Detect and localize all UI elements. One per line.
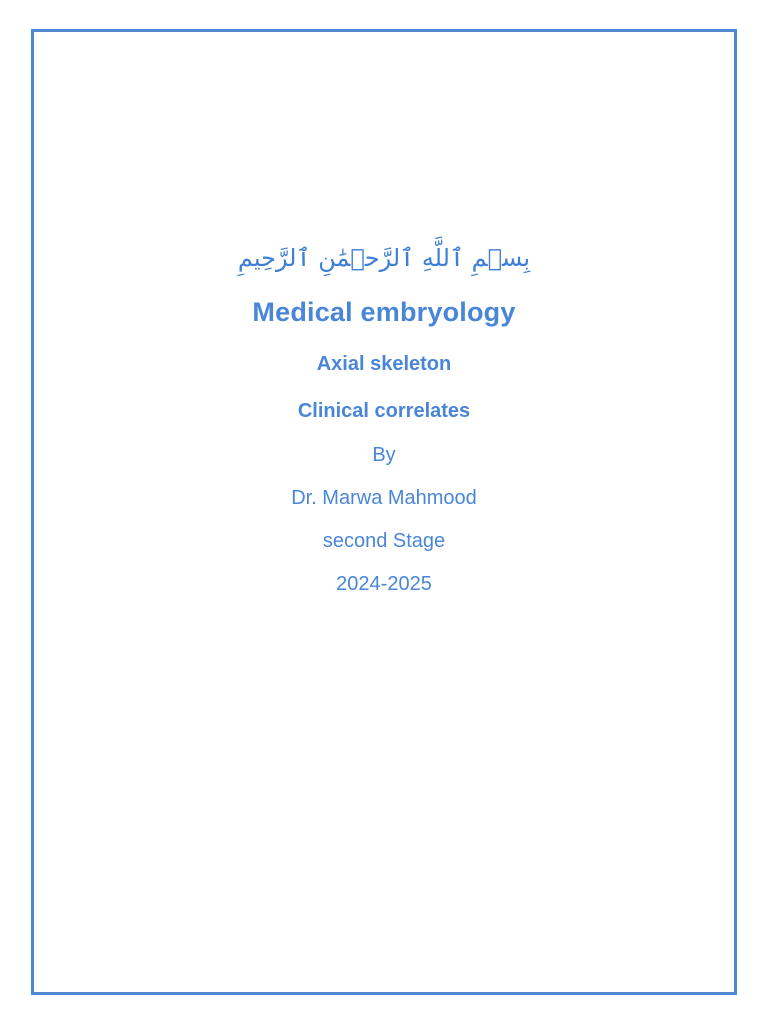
by-label: By	[372, 444, 396, 466]
stage-label: second Stage	[322, 530, 446, 552]
basmala-heading: بِسۡمِ ٱللَّهِ ٱلرَّحۡمَٰنِ ٱلرَّحِيمِ	[237, 244, 531, 272]
document-title: Medical embryology	[252, 297, 516, 327]
author-name: Dr. Marwa Mahmood	[291, 487, 477, 509]
subtitle-clinical-correlates: Clinical correlates	[297, 400, 471, 422]
page-border-frame	[31, 29, 737, 995]
academic-year: 2024-2025	[336, 573, 432, 595]
subtitle-axial-skeleton: Axial skeleton	[316, 353, 452, 375]
